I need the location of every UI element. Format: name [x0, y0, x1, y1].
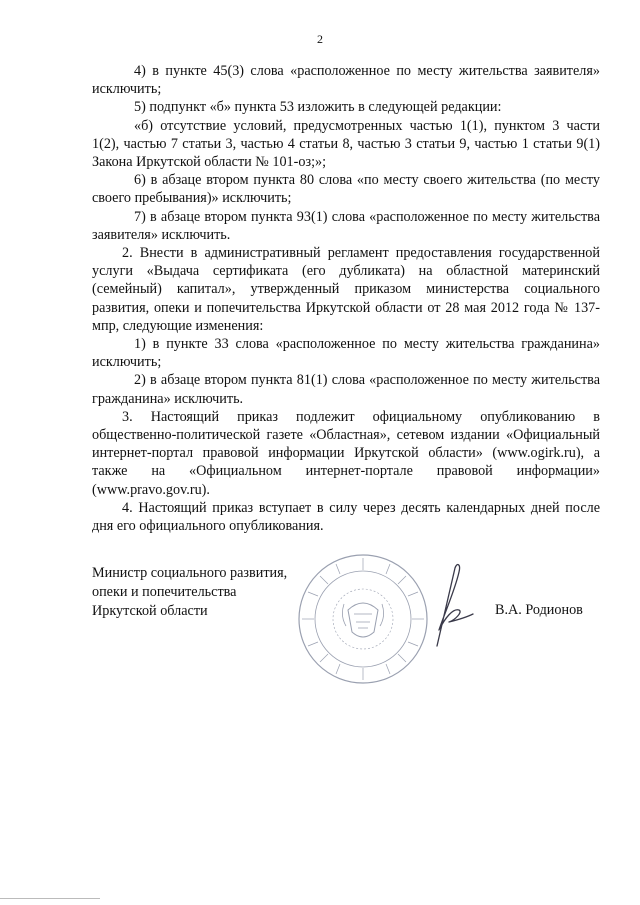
- paragraph-section-2-item-1: 1) в пункте 33 слова «расположенное по месту жительства гражданина» исключить;: [92, 336, 600, 371]
- document-body: [92, 62, 600, 535]
- paragraph-item-4: 4) в пункте 45(3) слова «расположенное по месту жительства заявителя» исключить;: [92, 63, 600, 98]
- paragraph-item-5: 5) подпункт «б» пункта 53 изложить в следующей редакции:: [134, 99, 502, 116]
- paragraph-section-2-item-2: 2) в абзаце втором пункта 81(1) слова «расположенное по месту жительства гражданина» исключить.: [92, 372, 600, 407]
- paragraph-section-3: 3. Настоящий приказ подлежит официальному опубликованию в общественно-политической газете «Областная», сетевом издании «Официальный интернет-портал правовой информации Иркутской области» (www.ogirk.ru), а также на «Официальном интернет-портале правовой информации» (www.pravo.gov.ru).: [92, 408, 600, 498]
- page-number: 2: [317, 32, 323, 46]
- paragraph-subitem-b: «б) отсутствие условий, предусмотренных частью 1(1), пунктом 3 части 1(2), частью 7 статьи 3, частью 4 статьи 8, частью 3 статьи 9, частью 1 статьи 9(1) Закона Иркутской области № 101-оз;»;: [92, 117, 600, 171]
- signer-title-line-2: опеки и попечительства: [92, 584, 237, 600]
- official-stamp: [296, 552, 430, 686]
- signer-name: В.А. Родионов: [495, 602, 583, 618]
- signer-title-line-3: Иркутской области: [92, 603, 208, 619]
- paragraph-item-7: 7) в абзаце втором пункта 93(1) слова «расположенное по месту жительства заявителя» исключить.: [92, 208, 600, 243]
- paragraph-item-6: 6) в абзаце втором пункта 80 слова «по месту своего жительства (по месту своего пребывания)» исключить;: [92, 172, 600, 207]
- handwritten-signature: [415, 560, 475, 650]
- paragraph-section-2: 2. Внести в административный регламент предоставления государственной услуги «Выдача сертификата (его дубликата) на областной материнский (семейный) капитал», утвержденный приказом министерства социального развития, опеки и попечительства Иркутской области от 28 мая 2012 года № 137-мпр, следующие изменения:: [92, 245, 600, 334]
- paragraph-section-4: 4. Настоящий приказ вступает в силу через десять календарных дней после дня его официального опубликования.: [92, 499, 600, 535]
- page-bottom-rule: [0, 898, 100, 899]
- signer-title-line-1: Министр социального развития,: [92, 565, 288, 581]
